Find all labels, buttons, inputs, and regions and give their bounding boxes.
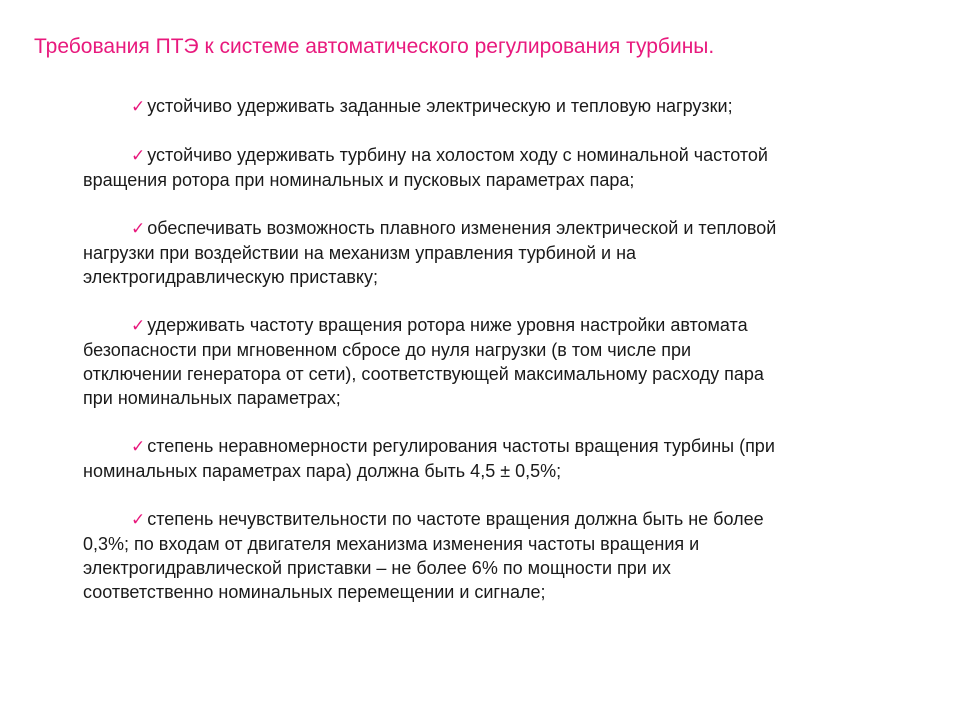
slide-title: Требования ПТЭ к системе автоматического регулирования турбины.	[34, 35, 715, 58]
requirement-line: степень неравномерности регулирования частоты вращения турбины (при	[147, 436, 775, 456]
requirements-list	[83, 94, 923, 604]
requirement-line: вращения ротора при номинальных и пусковых параметрах пара;	[83, 170, 635, 190]
requirement-line: удерживать частоту вращения ротора ниже уровня настройки автомата	[147, 315, 748, 335]
requirement-line: устойчиво удерживать турбину на холостом ходу с номинальной частотой	[147, 145, 768, 165]
requirement-line: безопасности при мгновенном сбросе до нуля нагрузки (в том числе при	[83, 340, 692, 360]
requirement-line: электрогидравлической приставки – не более 6% по мощности при их	[83, 558, 671, 578]
requirement-line: степень нечувствительности по частоте вращения должна быть не более	[147, 509, 764, 529]
requirement-line: при номинальных параметрах;	[83, 388, 341, 408]
requirement-line: отключении генератора от сети), соответствующей максимальному расходу пара	[83, 364, 764, 384]
check-icon: ✓	[131, 437, 146, 457]
check-icon: ✓	[131, 316, 146, 336]
check-icon: ✓	[131, 97, 146, 117]
requirement-line: нагрузки при воздействии на механизм управления турбиной и на	[83, 243, 637, 263]
requirement-line: 0,3%; по входам от двигателя механизма изменения частоты вращения и	[83, 534, 700, 554]
requirement-item	[83, 434, 923, 483]
requirement-line: устойчиво удерживать заданные электрическую и тепловую нагрузки;	[147, 96, 733, 116]
check-icon: ✓	[131, 146, 146, 166]
requirement-line: обеспечивать возможность плавного изменения электрической и тепловой	[147, 218, 777, 238]
requirement-item	[83, 143, 923, 192]
requirement-line: электрогидравлическую приставку;	[83, 267, 378, 287]
requirement-item	[83, 313, 923, 410]
check-icon: ✓	[131, 510, 146, 530]
requirement-item	[83, 94, 923, 119]
check-icon: ✓	[131, 219, 146, 239]
requirement-item	[83, 507, 923, 604]
requirement-item	[83, 216, 923, 289]
requirement-line: соответственно номинальных перемещении и сигнале;	[83, 582, 546, 602]
requirement-line: номинальных параметрах пара) должна быть 4,5 ± 0,5%;	[83, 461, 562, 481]
